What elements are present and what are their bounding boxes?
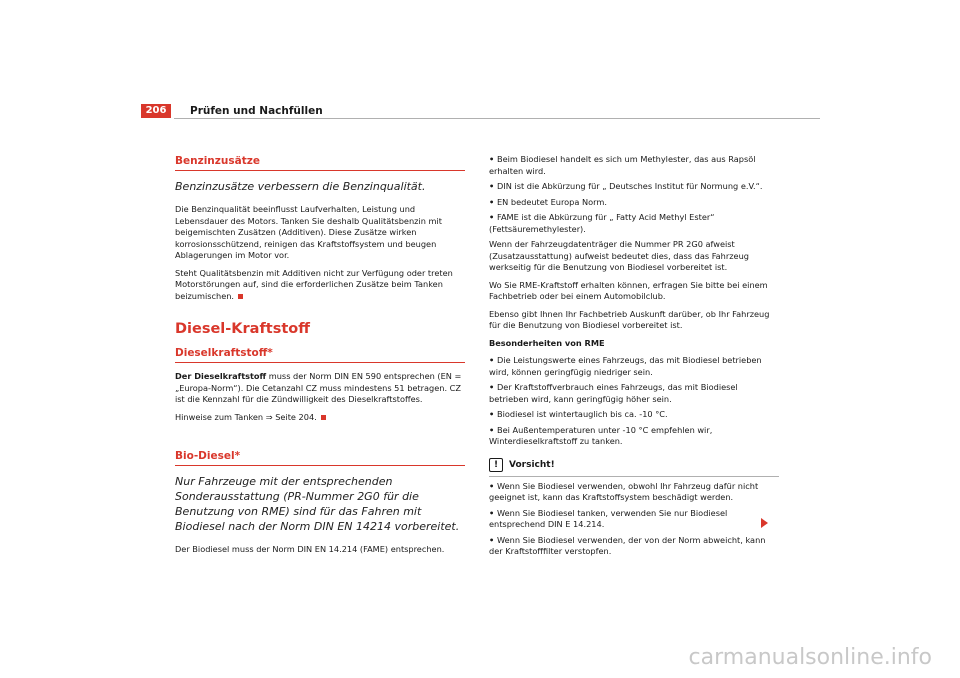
list-item: • FAME ist die Abkürzung für „ Fatty Acid Methyl Ester“ (Fettsäuremethylester). [489, 212, 715, 234]
page-header-title: Prüfen und Nachfüllen [190, 105, 323, 117]
list-item: • Wenn Sie Biodiesel verwenden, der von der Norm abweicht, kann der Kraftstofffilter verstopfen. [489, 534, 766, 556]
diesel-main-heading: Diesel-Kraftstoff [175, 321, 310, 337]
bullet-icon: • [489, 212, 495, 222]
benzin-paragraph-1: Die Benzinqualität beeinflusst Laufverhalten, Leistung und Lebensdauer des Motors. Tanken Sie deshalb Qualitätsbenzin mit beigemischten Zusätzen (Additiven). Diese Zusätze wirken korrosionsschützend, reinigen das Kraftstoffsystem und beugen Ablagerungen im Motor vor. [175, 204, 442, 260]
warning-icon: ! [489, 458, 503, 472]
list-item: • Wenn Sie Biodiesel verwenden, obwohl Ihr Fahrzeug dafür nicht geeignet ist, kann das Kraftstoffsystem beschädigt werden. [489, 480, 759, 502]
list-item: • Bei Außentemperaturen unter -10 °C empfehlen wir, Winterdieselkraftstoff zu tanken. [489, 424, 713, 446]
bullet-icon: • [489, 480, 495, 491]
bio-intro: Nur Fahrzeuge mit der entsprechenden Sonderausstattung (PR-Nummer 2G0 für die Benutzung von RME) sind für das Fahren mit Biodiesel nach der Norm DIN EN 14214 vorbereitet. [175, 475, 460, 533]
bullet-icon: • [489, 382, 495, 392]
benzin-intro: Benzinzusätze verbessern die Benzinqualität. [175, 180, 426, 193]
watermark: carmanualsonline.info [688, 645, 932, 670]
bio-paragraph-1: Der Biodiesel muss der Norm DIN EN 14.214 (FAME) entsprechen. [175, 544, 445, 554]
header-divider [174, 118, 820, 119]
continue-arrow-icon [761, 518, 768, 528]
bullet-icon: • [489, 534, 495, 545]
bullet-icon: • [489, 181, 495, 191]
list-item: • Beim Biodiesel handelt es sich um Methylester, das aus Rapsöl erhalten wird. [489, 154, 756, 176]
bio-heading: Bio-Diesel* [175, 449, 465, 466]
list-item: • Biodiesel ist wintertauglich bis ca. -10 °C. [489, 409, 668, 419]
bullet-icon: • [489, 355, 495, 365]
warning-header [489, 458, 779, 472]
bullet-icon: • [489, 196, 495, 207]
list-item: • EN bedeutet Europa Norm. [489, 196, 607, 207]
section-end-marker [321, 415, 326, 420]
left-column [175, 154, 465, 562]
bullet-icon: • [489, 507, 495, 518]
right-column [489, 154, 779, 562]
benzin-paragraph-2: Steht Qualitätsbenzin mit Additiven nicht zur Verfügung oder treten Motorstörungen auf, sind die erforderlichen Zusätze beim Tanken beizumischen. [175, 267, 453, 301]
bullet-icon: • [489, 424, 495, 435]
list-item: • Wenn Sie Biodiesel tanken, verwenden Sie nur Biodiesel entsprechend DIN E 14.214. [489, 507, 728, 529]
diesel-sub-heading: Dieselkraftstoff* [175, 346, 465, 363]
right-paragraph-2: Wo Sie RME-Kraftstoff erhalten können, erfragen Sie bitte bei einem Fachbetrieb oder bei einem Automobilclub. [489, 279, 768, 301]
right-paragraph-1: Wenn der Fahrzeugdatenträger die Nummer PR 2G0 afweist (Zusatzausstattung) aufweist bedeutet dies, dass das Fahrzeug werkseitig für die Benutzung von Biodiesel vorbereitet ist. [489, 239, 749, 272]
diesel-paragraph-1: Der Dieselkraftstoff muss der Norm DIN EN 590 entsprechen (EN = „Europa-Norm“). Die Cetanzahl CZ muss mindestens 51 betragen. CZ ist die Kennzahl für die Zündwilligkeit des Dieselkraftstoffes. [175, 371, 462, 404]
bullet-icon: • [489, 409, 495, 419]
list-item: • Die Leistungswerte eines Fahrzeugs, das mit Biodiesel betrieben wird, können geringfügig niedriger sein. [489, 355, 762, 377]
bullet-icon: • [489, 154, 495, 164]
page-number: 206 [141, 104, 171, 118]
warning-divider [489, 476, 779, 477]
list-item: • DIN ist die Abkürzung für „ Deutsches Institut für Normung e.V.“. [489, 181, 763, 191]
rme-heading: Besonderheiten von RME [489, 337, 605, 348]
warning-title: Vorsicht! [509, 459, 555, 470]
benzin-heading: Benzinzusätze [175, 154, 465, 171]
diesel-paragraph-2 [175, 412, 465, 424]
section-end-marker [238, 294, 243, 299]
list-item: • Der Kraftstoffverbrauch eines Fahrzeugs, das mit Biodiesel betrieben wird, kann geringfügig höher sein. [489, 382, 738, 404]
page-reference-link[interactable]: Hinweise zum Tanken ⇒ Seite 204. [175, 411, 317, 422]
right-paragraph-3: Ebenso gibt Ihnen Ihr Fachbetrieb Auskunft darüber, ob Ihr Fahrzeug für die Benutzung von Biodiesel vorbereitet ist. [489, 308, 770, 330]
